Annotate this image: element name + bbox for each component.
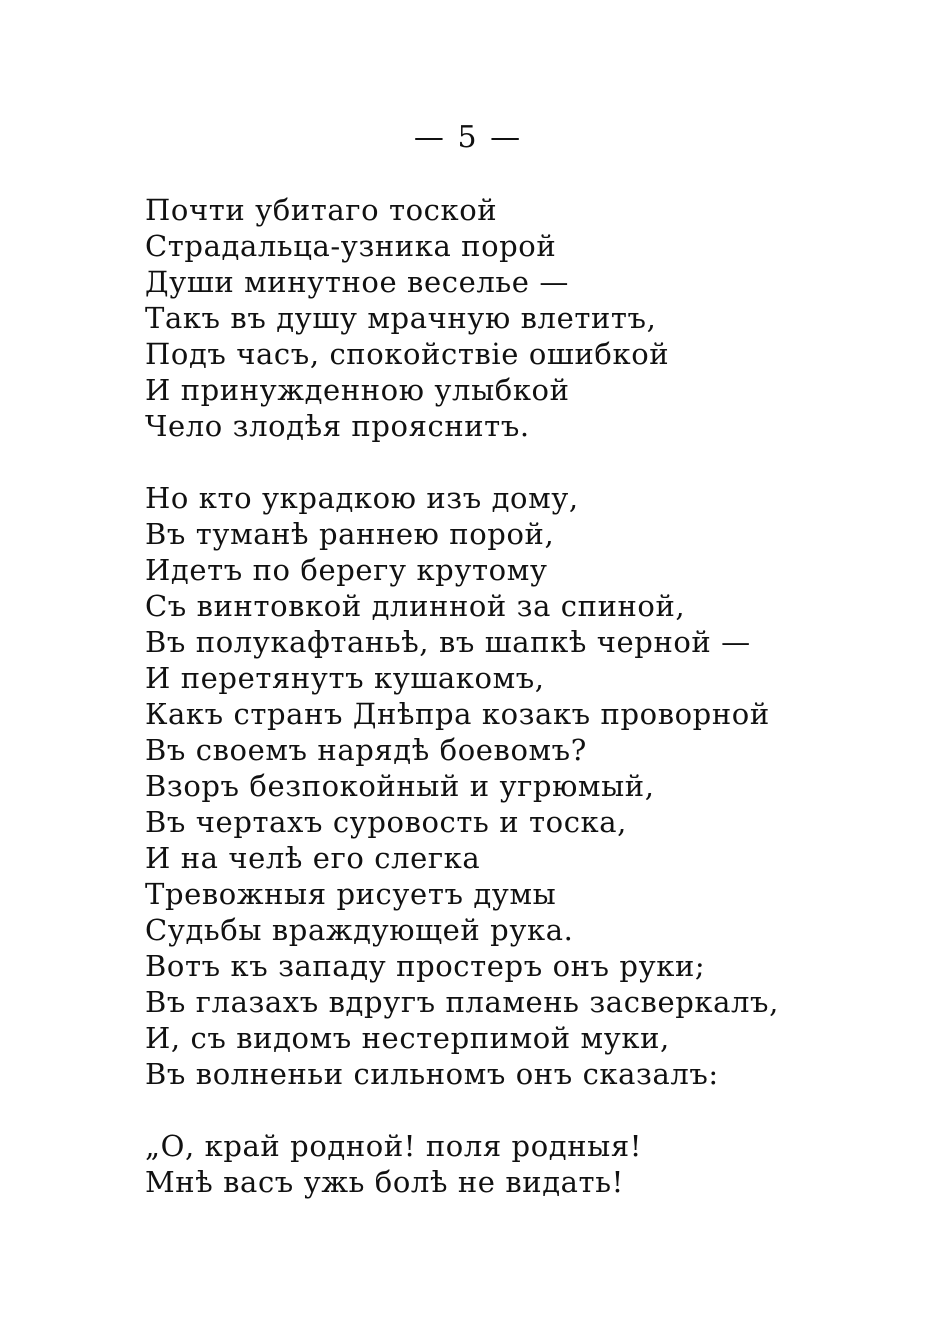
verse-line: Чело злодѣя прояснитъ. (145, 409, 530, 443)
verse-line: Въ туманѣ раннею порой, (145, 517, 555, 551)
verse-line: Какъ странъ Днѣпра козакъ проворной (145, 697, 770, 731)
verse-line: И принужденною улыбкой (145, 373, 570, 407)
verse-line: И на челѣ его слегка (145, 841, 481, 875)
verse-line: Мнѣ васъ ужь болѣ не видать! (145, 1165, 624, 1199)
verse-line: „О, край родной! поля родныя! (145, 1129, 642, 1163)
verse-line: Страдальца-узника порой (145, 229, 557, 263)
verse-line: И перетянутъ кушакомъ, (145, 661, 545, 695)
verse-line: Взоръ безпокойный и угрюмый, (145, 769, 655, 803)
verse-line: Вотъ къ западу простеръ онъ руки; (145, 949, 706, 983)
verse-line: Съ винтовкой длинной за спиной, (145, 589, 686, 623)
verse-line: Подъ часъ, спокойствіе ошибкой (145, 337, 670, 371)
verse-line: Въ полукафтаньѣ, въ шапкѣ черной — (145, 625, 751, 659)
stanza-3 (145, 1128, 905, 1200)
verse-line: Такъ въ душу мрачную влетитъ, (145, 301, 657, 335)
verse-line: Но кто украдкою изъ дому, (145, 481, 579, 515)
verse-line: Въ волненьи сильномъ онъ сказалъ: (145, 1057, 719, 1091)
verse-line: Въ чертахъ суровость и тоска, (145, 805, 627, 839)
verse-line: Въ глазахъ вдругъ пламень засверкалъ, (145, 985, 779, 1019)
verse-line: Судьбы враждующей рука. (145, 913, 574, 947)
stanza-1 (145, 192, 905, 444)
page-number: — 5 — (413, 120, 523, 155)
verse-line: Идетъ по берегу крутому (145, 553, 548, 587)
verse-line: Почти убитаго тоской (145, 193, 498, 227)
verse-line: Въ своемъ нарядѣ боевомъ? (145, 733, 587, 767)
verse-line: Тревожныя рисуетъ думы (145, 877, 557, 911)
stanza-2 (145, 480, 905, 1092)
poem-text (145, 192, 905, 1236)
verse-line: И, съ видомъ нестерпимой муки, (145, 1021, 670, 1055)
verse-line: Души минутное веселье — (145, 265, 569, 299)
